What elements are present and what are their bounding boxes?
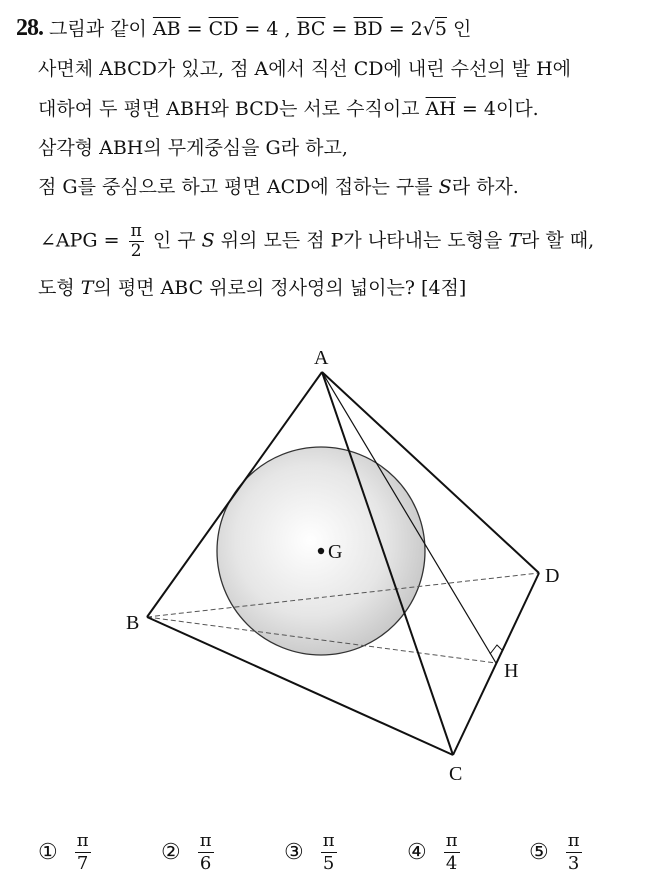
segment-ab: $\overline{AB}$ <box>152 18 181 40</box>
edge-cd <box>453 573 539 755</box>
var-t: T <box>508 229 522 252</box>
sqrt-argument: 5 <box>434 18 447 40</box>
point-g <box>318 548 324 554</box>
problem-line-6: ∠APG = $\frac{\pi}{2}$ 인 구 S 위의 모든 점 P가 나타내는 도형을 T라 할 때, <box>40 221 595 261</box>
choice-4[interactable] <box>407 830 463 875</box>
choice-5[interactable] <box>529 830 585 875</box>
choice-marker: ⑤ <box>529 840 549 865</box>
choice-fraction: $\frac{\pi}{4}$ <box>445 830 458 874</box>
problem-line-3: 대하여 두 평면 ABH와 BCD는 서로 수직이고 $\overline{AH} = 4$이다. <box>38 98 539 120</box>
label-a: A <box>314 347 329 369</box>
question-number: 28. <box>16 15 43 41</box>
choice-fraction: $\frac{\pi}{3}$ <box>567 830 580 874</box>
choice-3[interactable] <box>284 830 340 875</box>
fraction-pi-over-2: $\frac{\pi}{2}$ <box>130 221 142 261</box>
label-h: H <box>504 660 519 682</box>
sqrt-symbol: √ <box>422 18 435 40</box>
choice-fraction: $\frac{\pi}{5}$ <box>322 830 335 874</box>
segment-bd: $\overline{BD}$ <box>353 18 383 40</box>
segment-bc: $\overline{BC}$ <box>296 18 326 40</box>
choice-marker: ② <box>161 840 181 865</box>
problem-line-4: 삼각형 ABH의 무게중심을 G라 하고, <box>38 137 348 159</box>
var-s: S <box>201 229 215 252</box>
choice-marker: ③ <box>284 840 304 865</box>
problem-line-2: 사면체 ABCD가 있고, 점 A에서 직선 CD에 내린 수선의 발 H에 <box>38 58 572 80</box>
choice-2[interactable] <box>161 830 217 875</box>
label-d: D <box>545 565 560 587</box>
label-c: C <box>449 763 463 785</box>
problem-line-5: 점 G를 중심으로 하고 평면 ACD에 접하는 구를 S라 하자. <box>38 176 519 198</box>
var-s: S <box>438 176 452 198</box>
segment-ah: $\overline{AH}$ <box>425 98 456 120</box>
choice-fraction: $\frac{\pi}{7}$ <box>76 830 89 874</box>
label-b: B <box>126 612 140 634</box>
label-g: G <box>328 541 343 563</box>
var-t: T <box>80 277 94 299</box>
choice-marker: ④ <box>407 840 427 865</box>
choice-fraction: $\frac{\pi}{6}$ <box>199 830 212 874</box>
choice-marker: ① <box>38 840 58 865</box>
segment-cd: $\overline{CD}$ <box>208 18 239 40</box>
problem-line-7: 도형 T의 평면 ABC 위로의 정사영의 넓이는? [4점] <box>38 277 467 299</box>
choice-1[interactable] <box>38 830 94 875</box>
problem-line-1: 28. 그림과 같이 $\overline{AB} = \overline{CD} = 4$ , $\overline{BC} = \overline{BD} = 2√5$ 인 <box>16 15 472 41</box>
